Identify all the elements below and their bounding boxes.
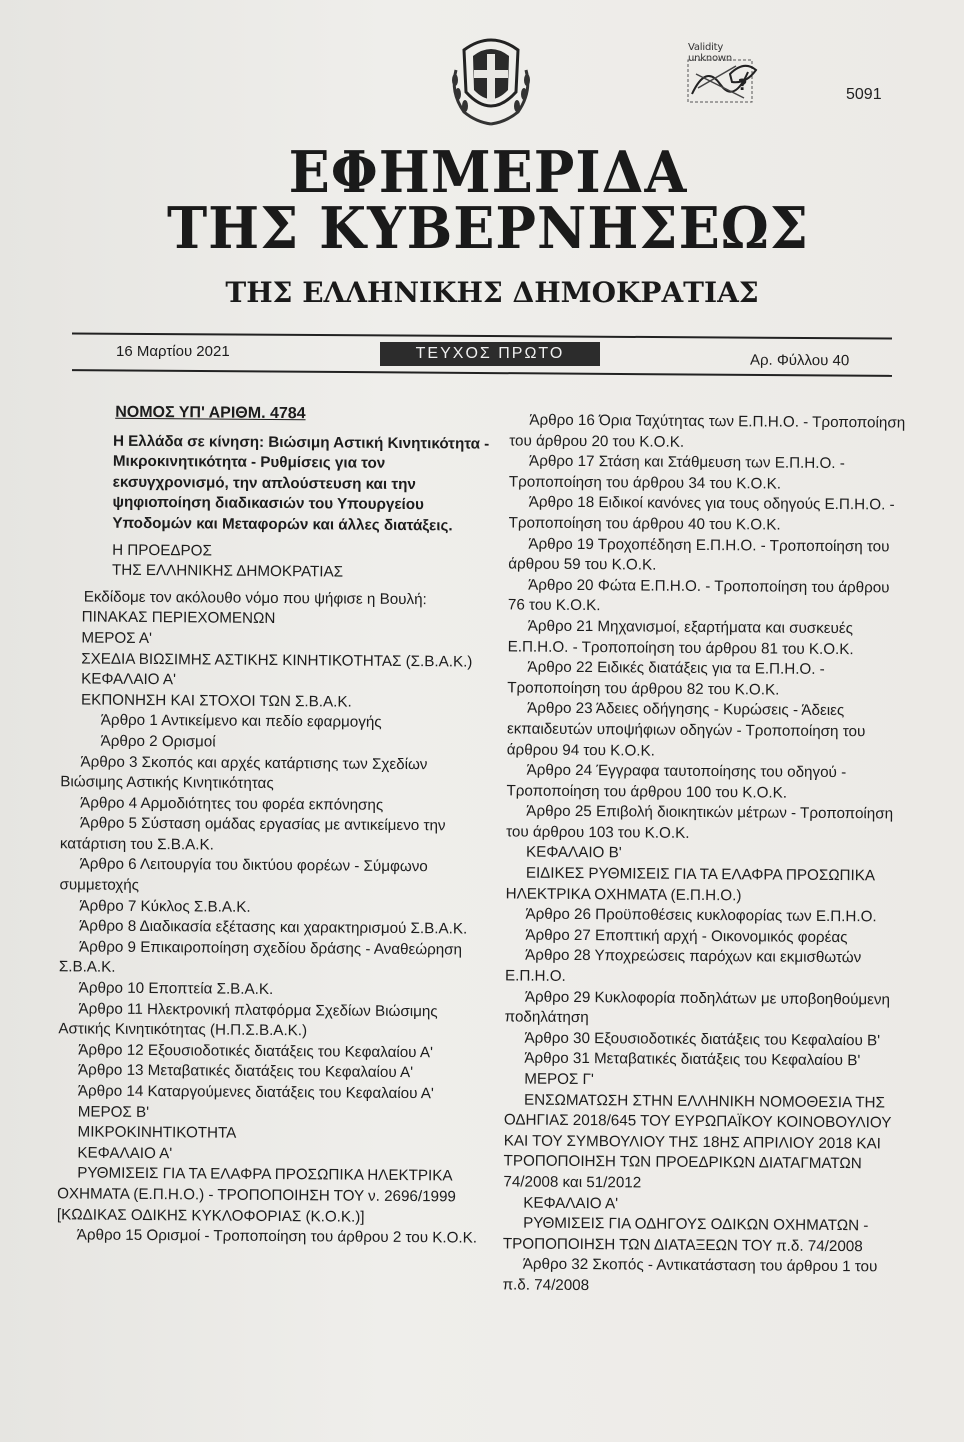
greek-coat-of-arms-icon: [446, 30, 536, 126]
list-item: Άρθρο 29 Κυκλοφορία ποδηλάτων με υποβοηθούμενη ποδηλάτηση: [504, 988, 891, 1027]
toc-list-right: [503, 410, 910, 1299]
president-heading-2: ΤΗΣ ΕΛΛΗΝΙΚΗΣ ΔΗΜΟΚΡΑΤΙΑΣ: [111, 561, 344, 581]
list-item: Άρθρο 16 Όρια Ταχύτητας των Ε.Π.Η.Ο. - Τροποποίηση του άρθρου 20 του Κ.Ο.Κ.: [509, 411, 906, 451]
gazette-title-line-1: ΕΦΗΜΕΡΙΔΑ: [288, 138, 688, 206]
list-item: Άρθρο 32 Σκοπός - Αντικατάσταση του άρθρου 1 του π.δ. 74/2008: [502, 1255, 878, 1295]
list-item: Άρθρο 4 Αρμοδιότητες του φορέα εκπόνησης: [80, 794, 384, 814]
list-item: ΚΕΦΑΛΑΙΟ Α': [77, 1144, 173, 1162]
list-item: ΜΕΡΟΣ Β': [77, 1103, 150, 1121]
list-item: Άρθρο 31 Μεταβατικές διατάξεις του Κεφαλαίου Β': [524, 1049, 861, 1070]
gazette-title-line-2: ΤΗΣ ΚΥΒΕΡΝΗΣΕΩΣ: [166, 194, 810, 262]
list-item: Άρθρο 1 Αντικείμενο και πεδίο εφαρμογής: [100, 711, 382, 732]
list-item: Άρθρο 9 Επικαιροποίηση σχεδίου δράσης - Αναθεώρηση Σ.Β.Α.Κ.: [58, 938, 463, 977]
list-item: Άρθρο 25 Επιβολή διοικητικών μέτρων - Τροποποίηση του άρθρου 103 του Κ.Ο.Κ.: [506, 802, 894, 842]
list-item: ΚΕΦΑΛΑΙΟ Α': [523, 1194, 619, 1212]
enactment-formula: Εκδίδομε τον ακόλουθο νόμο που ψήφισε η Βουλή:: [83, 588, 427, 608]
list-item: Άρθρο 6 Λειτουργία του δικτύου φορέων - Σύμφωνο συμμετοχής: [59, 855, 428, 894]
list-item: Άρθρο 8 Διαδικασία εξέτασης και χαρακτηρισμού Σ.Β.Α.Κ.: [79, 917, 468, 938]
header-rule-bottom: [72, 369, 892, 377]
list-item: Άρθρο 11 Ηλεκτρονική πλατφόρμα Σχεδίων Βιώσιμης Αστικής Κινητικότητας (Η.Π.Σ.Β.Α.Κ.): [58, 1000, 438, 1040]
list-item: ΕΝΣΩΜΑΤΩΣΗ ΣΤΗΝ ΕΛΛΗΝΙΚΗ ΝΟΜΟΘΕΣΙΑ ΤΗΣ ΟΔΗΓΙΑΣ 2018/645 ΤΟΥ ΕΥΡΩΠΑΪΚΟΥ ΚΟΙΝΟΒΟΥΛΙΟΥ ΚΑΙ ΤΟΥ ΣΥΜΒΟΥΛΙΟΥ ΤΗΣ 18ΗΣ ΑΠΡΙΛΙΟΥ 2018 ΚΑΙ ΤΡΟΠΟΠΟΙΗΣΗ ΤΩΝ ΠΡΟΕΔΡΙΚΩΝ ΔΙΑΤΑΓΜΑΤΩΝ 74/2008 και 51/2012: [503, 1091, 892, 1192]
list-item: Άρθρο 26 Προϋποθέσεις κυκλοφορίας των Ε.Π.Η.Ο.: [525, 905, 877, 926]
list-item: Άρθρο 19 Τροχοπέδηση Ε.Π.Η.Ο. - Τροποποίηση του άρθρου 59 του Κ.Ο.Κ.: [508, 535, 890, 574]
page-number: 5091: [846, 86, 882, 103]
issue-date: 16 Μαρτίου 2021: [116, 343, 230, 360]
issue-band: ΤΕΥΧΟΣ ΠΡΩΤΟ: [380, 342, 600, 366]
law-number: ΝΟΜΟΣ ΥΠ' ΑΡΙΘΜ. 4784: [115, 403, 306, 423]
list-item: Άρθρο 15 Ορισμοί - Τροποποίηση του άρθρου 2 του Κ.Ο.Κ.: [76, 1226, 478, 1247]
list-item: ΣΧΕΔΙΑ ΒΙΩΣΙΜΗΣ ΑΣΤΙΚΗΣ ΚΙΝΗΤΙΚΟΤΗΤΑΣ (Σ.Β.Α.Κ.): [81, 649, 473, 671]
list-item: Άρθρο 3 Σκοπός και αρχές κατάρτισης των Σχεδίων Βιώσιμης Αστικής Κινητικότητας: [60, 752, 428, 793]
gazette-subtitle: ΤΗΣ ΕΛΛΗΝΙΚΗΣ ΔΗΜΟΚΡΑΤΙΑΣ: [225, 276, 759, 309]
list-item: Άρθρο 5 Σύσταση ομάδας εργασίας με αντικείμενο την κατάρτιση του Σ.Β.Α.Κ.: [59, 814, 446, 854]
list-item: Άρθρο 22 Ειδικές διατάξεις για τα Ε.Π.Η.Ο. - Τροποποίηση του άρθρου 82 του Κ.Ο.Κ.: [507, 658, 825, 699]
signature-check-icon: [686, 54, 770, 108]
list-item: ΜΙΚΡΟΚΙΝΗΤΙΚΟΤΗΤΑ: [77, 1123, 237, 1142]
list-item: Άρθρο 28 Υποχρεώσεις παρόχων και εκμισθωτών Ε.Π.Η.Ο.: [504, 947, 862, 985]
toc-list-left: [57, 608, 494, 1250]
validity-stamp: [686, 42, 770, 108]
list-item: Άρθρο 17 Στάση και Στάθμευση των Ε.Π.Η.Ο. - Τροποποίηση του άρθρου 34 του Κ.Ο.Κ.: [508, 452, 845, 493]
list-item: ΚΕΦΑΛΑΙΟ Β': [525, 844, 622, 862]
list-item: ΠΙΝΑΚΑΣ ΠΕΡΙΕΧΟΜΕΝΩΝ: [81, 608, 276, 628]
list-item: Άρθρο 30 Εξουσιοδοτικές διατάξεις του Κεφαλαίου Β': [524, 1029, 881, 1050]
list-item: ΕΚΠΟΝΗΣΗ ΚΑΙ ΣΤΟΧΟΙ ΤΩΝ Σ.Β.Α.Κ.: [80, 691, 352, 711]
list-item: Άρθρο 20 Φώτα Ε.Π.Η.Ο. - Τροποποίηση του άρθρου 76 του Κ.Ο.Κ.: [507, 576, 890, 615]
list-item: Άρθρο 7 Κύκλος Σ.Β.Α.Κ.: [79, 897, 251, 916]
list-item: ΡΥΘΜΙΣΕΙΣ ΓΙΑ ΤΑ ΕΛΑΦΡΑ ΠΡΟΣΩΠΙΚΑ ΗΛΕΚΤΡΙΚΑ ΟΧΗΜΑΤΑ (Ε.Π.Η.Ο.) - ΤΡΟΠΟΠΟΙΗΣΗ ΤΟΥ ν. 2696/1999 [ΚΩΔΙΚΑΣ ΟΔΙΚΗΣ ΚΥΚΛΟΦΟΡΙΑΣ (Κ.Ο.Κ.)]: [56, 1164, 456, 1226]
right-column: [503, 410, 910, 1299]
list-item: Άρθρο 23 Άδειες οδήγησης - Κυρώσεις - Άδειες εκπαιδευτών υποψήφιων οδηγών - Τροποποίηση του άρθρου 94 του Κ.Ο.Κ.: [506, 699, 866, 760]
list-item: Άρθρο 10 Εποπτεία Σ.Β.Α.Κ.: [78, 979, 274, 999]
list-item: Άρθρο 2 Ορισμοί: [100, 732, 216, 751]
list-item: ΜΕΡΟΣ Α': [81, 629, 153, 647]
sheet-number: Αρ. Φύλλου 40: [749, 351, 850, 370]
list-item: ΜΕΡΟΣ Γ': [524, 1070, 594, 1089]
list-item: ΕΙΔΙΚΕΣ ΡΥΘΜΙΣΕΙΣ ΓΙΑ ΤΑ ΕΛΑΦΡΑ ΠΡΟΣΩΠΙΚΑ ΗΛΕΚΤΡΙΚΑ ΟΧΗΜΑΤΑ (Ε.Π.Η.Ο.): [505, 864, 875, 904]
left-column: [57, 402, 496, 1249]
svg-text:?: ?: [738, 75, 748, 94]
law-title: Η Ελλάδα σε κίνηση: Βιώσιμη Αστική Κινητικότητα - Μικροκινητικότητα - Ρυθμίσεις για τον εκσυγχρονισμό, την απλούστευση και την ψηφιοποίηση διαδικασιών του Υπουργείου Υποδομών και Μεταφορών και άλλες διατάξεις.: [112, 432, 490, 535]
list-item: Άρθρο 27 Εποπτική αρχή - Οικονομικός φορέας: [525, 926, 848, 946]
list-item: ΡΥΘΜΙΣΕΙΣ ΓΙΑ ΟΔΗΓΟΥΣ ΟΔΙΚΩΝ ΟΧΗΜΑΤΩΝ - ΤΡΟΠΟΠΟΙΗΣΗ ΤΩΝ ΔΙΑΤΑΞΕΩΝ ΤΟΥ π.δ. 74/2008: [502, 1214, 869, 1255]
list-item: Άρθρο 18 Ειδικοί κανόνες για τους οδηγούς Ε.Π.Η.Ο. - Τροποποίηση του άρθρου 40 του Κ.Ο.Κ.: [508, 493, 895, 534]
list-item: Άρθρο 24 Έγγραφα ταυτοποίησης του οδηγού - Τροποποίηση του άρθρου 100 του Κ.Ο.Κ.: [506, 761, 847, 802]
list-item: Άρθρο 14 Καταργούμενες διατάξεις του Κεφαλαίου Α': [77, 1082, 434, 1103]
list-item: Άρθρο 13 Μεταβατικές διατάξεις του Κεφαλαίου Α': [78, 1061, 414, 1082]
list-item: Άρθρο 21 Μηχανισμοί, εξαρτήματα και συσκευές Ε.Π.Η.Ο. - Τροποποίηση του άρθρου 81 του Κ.Ο.Κ.: [507, 617, 854, 658]
header-rule-top: [72, 332, 892, 339]
president-heading-1: Η ΠΡΟΕΔΡΟΣ: [112, 541, 212, 560]
list-item: ΚΕΦΑΛΑΙΟ Α': [81, 670, 177, 689]
validity-stamp-text: Validity unknown: [688, 42, 733, 64]
list-item: Άρθρο 12 Εξουσιοδοτικές διατάξεις του Κεφαλαίου Α': [78, 1041, 433, 1062]
